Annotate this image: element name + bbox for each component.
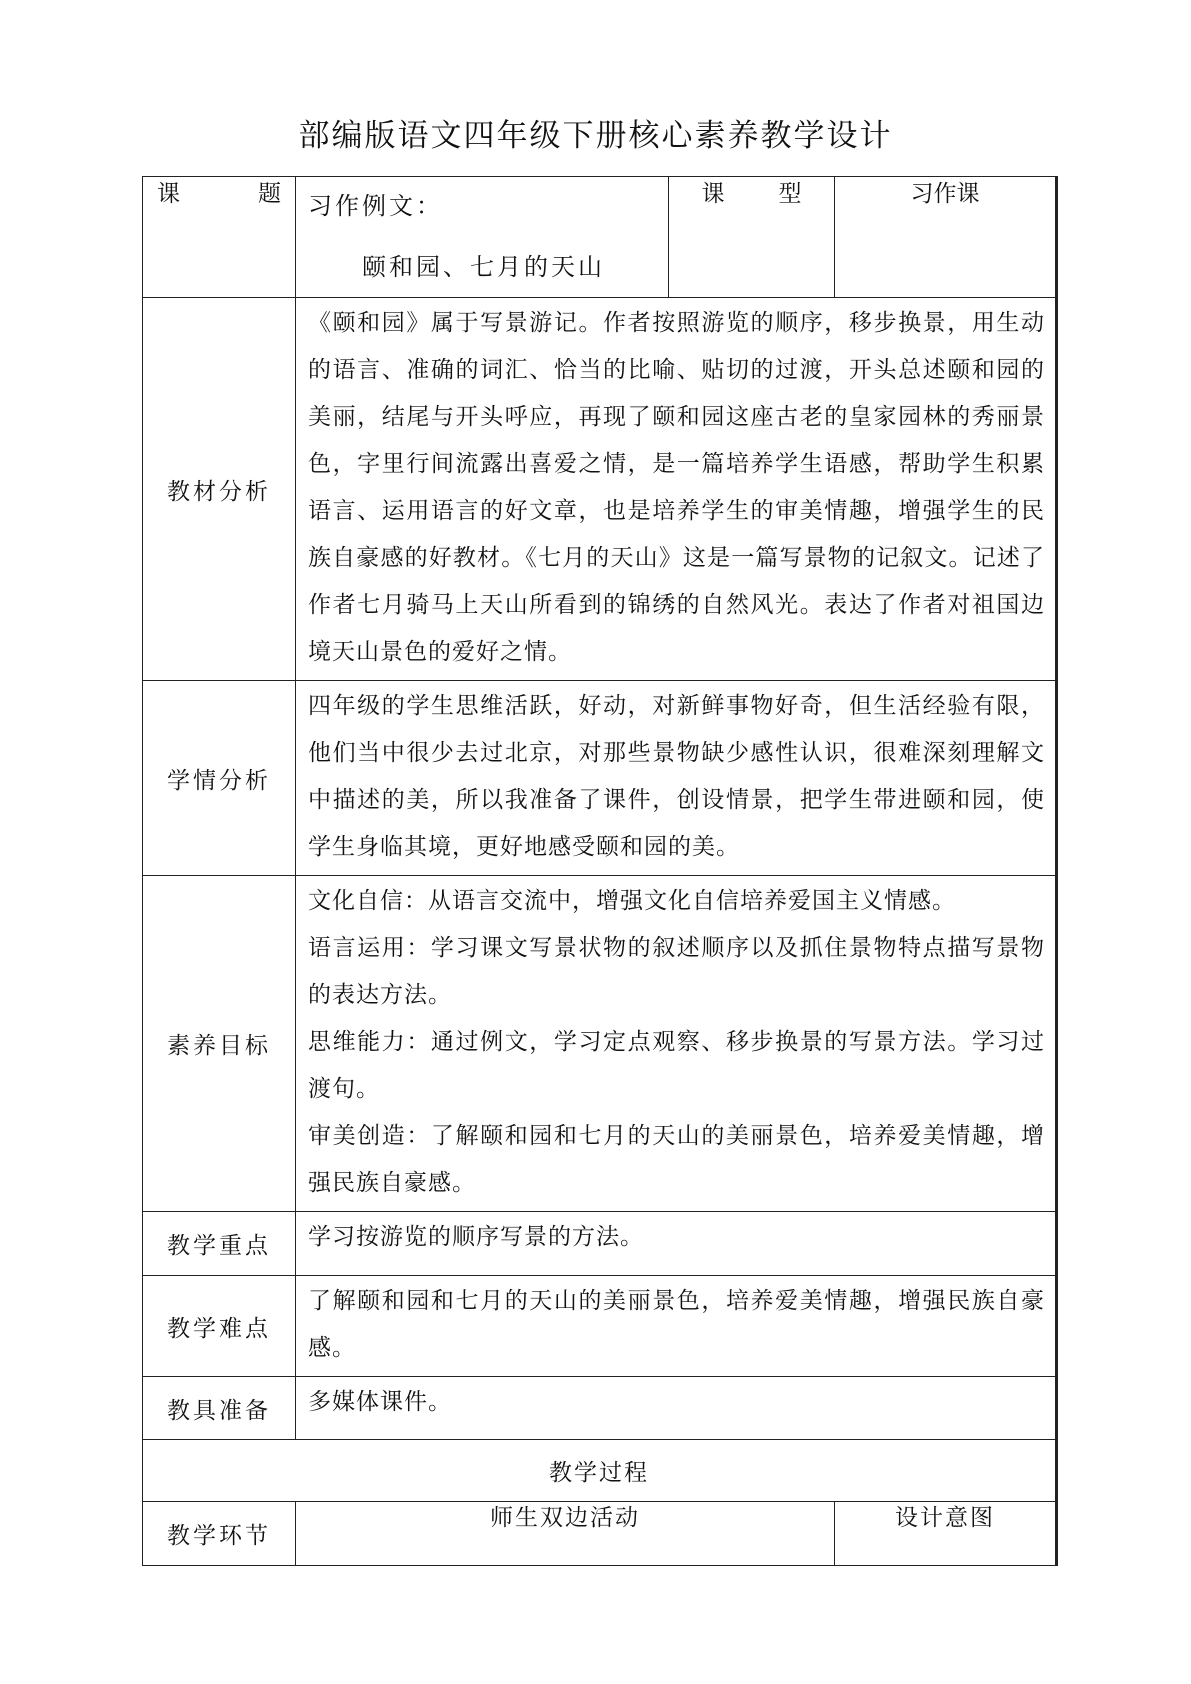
page-title: 部编版语文四年级下册核心素养教学设计 [298, 118, 893, 154]
textbook-analysis-cell [296, 298, 1057, 681]
literacy-goal-item: 审美创造：了解颐和园和七月的天山的美丽景色，培养爱美情趣，增强民族自豪感。 [308, 1123, 1045, 1196]
process-heading: 教学过程 [143, 1440, 1057, 1502]
type-value-cell [835, 177, 1057, 298]
process-heading-row [143, 1440, 1057, 1502]
literacy-goal-item: 文化自信：从语言交流中，增强文化自信培养爱国主义情感。 [308, 888, 956, 914]
type-label-right: 型 [778, 181, 802, 207]
activity-column-header: 师生双边活动 [296, 1502, 835, 1566]
materials-text: 多媒体课件。 [308, 1389, 452, 1415]
materials-label: 教具准备 [143, 1377, 296, 1440]
process-columns-row [143, 1502, 1057, 1566]
type-label-left: 课 [701, 181, 725, 207]
literacy-goals-cell [296, 876, 1057, 1212]
student-analysis-cell [296, 681, 1057, 876]
key-points-row [143, 1212, 1057, 1276]
materials-cell [296, 1377, 1057, 1440]
stage-column-header: 教学环节 [143, 1502, 296, 1566]
difficult-points-row [143, 1276, 1057, 1377]
literacy-goal-item: 语言运用：学习课文写景状物的叙述顺序以及抓住景物特点描写景物的表达方法。 [308, 935, 1045, 1008]
difficult-points-text: 了解颐和园和七月的天山的美丽景色，培养爱美情趣，增强民族自豪感。 [308, 1288, 1045, 1361]
textbook-analysis-text: 《颐和园》属于写景游记。作者按照游览的顺序，移步换景，用生动的语言、准确的词汇、恰当的比喻、贴切的过渡，开头总述颐和园的美丽，结尾与开头呼应，再现了颐和园这座古老的皇家园林的秀丽景色，字里行间流露出喜爱之情，是一篇培养学生语感，帮助学生积累语言、运用语言的好文章，也是培养学生的审美情趣，增强学生的民族自豪感的好教材。《七月的天山》这是一篇写景物的记叙文。记述了作者七月骑马上天山所看到的锦绣的自然风光。表达了作者对祖国边境天山景色的爱好之情。 [308, 310, 1045, 665]
header-row [143, 177, 1057, 298]
student-analysis-row [143, 681, 1057, 876]
topic-label-right: 题 [258, 181, 281, 207]
literacy-goal-item: 思维能力：通过例文，学习定点观察、移步换景的写景方法。学习过渡句。 [308, 1029, 1045, 1102]
difficult-points-label: 教学难点 [143, 1276, 296, 1377]
textbook-analysis-label: 教材分析 [143, 298, 296, 681]
student-analysis-text: 四年级的学生思维活跃，好动，对新鲜事物好奇，但生活经验有限，他们当中很少去过北京，对那些景物缺少感性认识，很难深刻理解文中描述的美，所以我准备了课件，创设情景，把学生带进颐和园，使学生身临其境，更好地感受颐和园的美。 [308, 693, 1045, 860]
student-analysis-label: 学情分析 [143, 681, 296, 876]
topic-line1: 习作例文： [308, 192, 443, 220]
key-points-text: 学习按游览的顺序写景的方法。 [308, 1224, 644, 1250]
type-label-cell [669, 177, 835, 298]
difficult-points-cell [296, 1276, 1057, 1377]
materials-row [143, 1377, 1057, 1440]
literacy-goals-row [143, 876, 1057, 1212]
lesson-plan-table [142, 176, 1058, 1566]
topic-value-cell [296, 177, 669, 298]
topic-label-left: 课 [157, 181, 180, 207]
topic-label-cell [143, 177, 296, 298]
literacy-goals-label: 素养目标 [143, 876, 296, 1212]
literacy-goals-list [296, 876, 1055, 1211]
type-value: 习作课 [910, 181, 980, 207]
textbook-analysis-row [143, 298, 1057, 681]
key-points-cell [296, 1212, 1057, 1276]
intent-column-header: 设计意图 [835, 1502, 1057, 1566]
topic-line2: 颐和园、七月的天山 [362, 253, 605, 281]
key-points-label: 教学重点 [143, 1212, 296, 1276]
